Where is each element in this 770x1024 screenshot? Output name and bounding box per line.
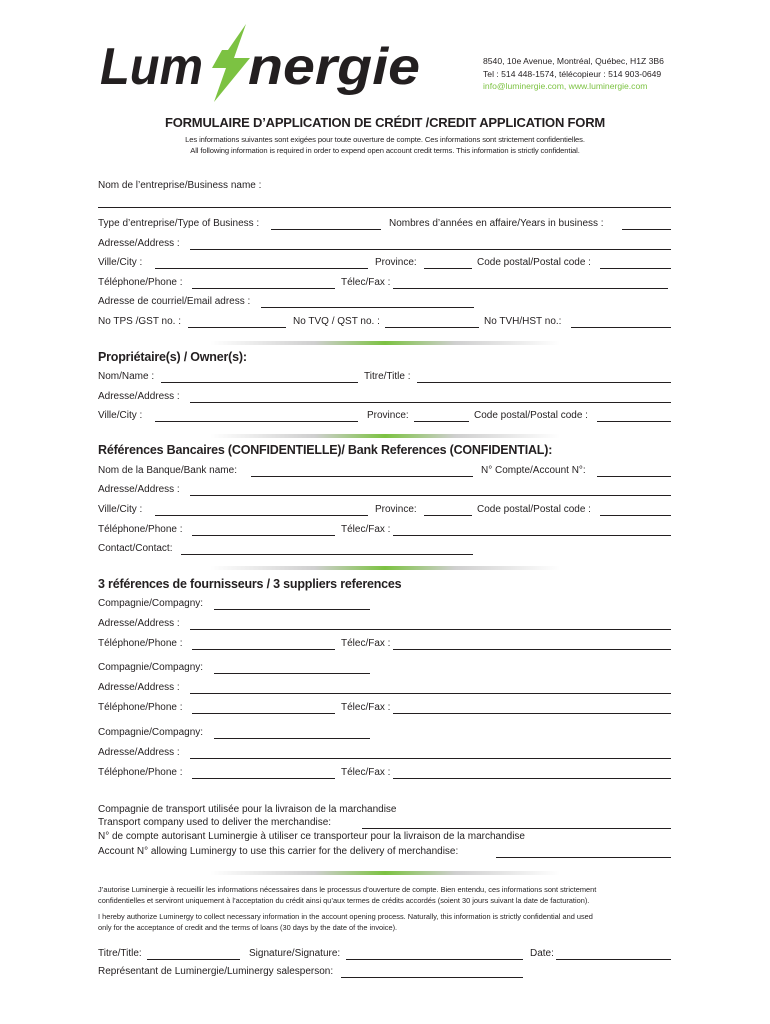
supplier-3-fax-label: Télec/Fax : [341,767,391,778]
company-city-field[interactable] [155,268,368,269]
salesperson-label: Représentant de Luminergie/Luminergy salesperson: [98,966,334,977]
business-name-field[interactable] [98,207,671,208]
supplier-2-address-field[interactable] [190,693,671,694]
hst-label: No TVH/HST no.: [484,316,562,327]
section-divider [210,434,560,438]
company-postal-label: Code postal/Postal code : [477,257,591,268]
sign-title-field[interactable] [147,959,240,960]
supplier-2-address-label: Adresse/Address : [98,682,180,693]
lightning-bolt-icon [212,24,250,102]
owner-name-field[interactable] [161,382,358,383]
years-in-business-field[interactable] [622,229,671,230]
bank-postal-field[interactable] [600,515,671,516]
consent-fr [98,884,688,906]
company-address-label: Adresse/Address : [98,238,180,249]
bank-phone-field[interactable] [192,535,335,536]
company-province-field[interactable] [424,268,472,269]
date-label: Date: [530,948,554,959]
subtitle-en: All following information is required in order to expend open account credit terms. This information is strictly confidential. [190,146,580,155]
bank-fax-field[interactable] [393,535,671,536]
salesperson-field[interactable] [341,977,523,978]
transport-label-en: Transport company used to deliver the merchandise: [98,817,332,828]
qst-label: No TVQ / QST no. : [293,316,380,327]
company-fax-label: Télec/Fax : [341,277,391,288]
bank-address-field[interactable] [190,495,671,496]
carrier-account-label-en: Account N° allowing Luminergy to use this carrier for the delivery of merchandise: [98,846,459,857]
carrier-account-field[interactable] [496,857,671,858]
supplier-3-phone-field[interactable] [192,778,335,779]
owner-city-label: Ville/City : [98,410,143,421]
company-postal-field[interactable] [600,268,671,269]
supplier-1-phone-label: Téléphone/Phone : [98,638,183,649]
supplier-2-company-field[interactable] [214,673,370,674]
section-divider [210,566,560,570]
owner-title-field[interactable] [417,382,671,383]
company-address: 8540, 10e Avenue, Montréal, Québec, H1Z 3B6 [483,56,664,66]
gst-field[interactable] [188,327,286,328]
luminergie-logo [98,22,428,104]
supplier-1-company-label: Compagnie/Compagny: [98,598,204,609]
supplier-1-fax-label: Télec/Fax : [341,638,391,649]
form-title: FORMULAIRE D’APPLICATION DE CRÉDIT /CREDIT APPLICATION FORM [164,115,606,130]
bank-name-field[interactable] [251,476,473,477]
supplier-1-address-label: Adresse/Address : [98,618,180,629]
owner-title-label: Titre/Title : [364,371,411,382]
company-city-label: Ville/City : [98,257,143,268]
owner-province-label: Province: [367,410,409,421]
company-contact [483,55,664,93]
email-label: Adresse de courriel/Email adress : [98,296,251,307]
company-address-field[interactable] [190,249,671,250]
date-field[interactable] [556,959,671,960]
bank-contact-field[interactable] [181,554,473,555]
consent-en [98,911,688,933]
consent-en-line-1: I hereby authorize Luminergy to collect necessary information in the account opening process. Naturally, this information is strictly confidential and used [98,912,593,921]
qst-field[interactable] [385,327,479,328]
owner-postal-field[interactable] [597,421,671,422]
supplier-1-address-field[interactable] [190,629,671,630]
bank-name-label: Nom de la Banque/Bank name: [98,465,237,476]
company-phone-field[interactable] [192,288,335,289]
business-name-label: Nom de l’entreprise/Business name : [98,180,262,191]
bank-city-label: Ville/City : [98,504,143,515]
owner-address-field[interactable] [190,402,671,403]
supplier-3-company-label: Compagnie/Compagny: [98,727,204,738]
supplier-3-address-field[interactable] [190,758,671,759]
bank-fax-label: Télec/Fax : [341,524,391,535]
consent-fr-line-2: confidentielles et serviront uniquement à l’acceptation du crédit ainsi qu’aux termes de crédits accordés (soient 30 jours suivant la date de facturation). [98,896,590,905]
supplier-3-company-field[interactable] [214,738,370,739]
bank-heading: Références Bancaires (CONFIDENTIELLE)/ Bank References (CONFIDENTIAL): [98,443,553,457]
owner-city-field[interactable] [155,421,358,422]
bank-contact-label: Contact/Contact: [98,543,173,554]
bank-account-field[interactable] [597,476,671,477]
transport-label-fr: Compagnie de transport utilisée pour la livraison de la marchandise [98,804,397,815]
business-type-label: Type d’entreprise/Type of Business : [98,218,260,229]
company-province-label: Province: [375,257,417,268]
bank-province-field[interactable] [424,515,472,516]
supplier-2-fax-field[interactable] [393,713,671,714]
signature-label: Signature/Signature: [249,948,341,959]
company-fax-field[interactable] [393,288,668,289]
owner-address-label: Adresse/Address : [98,391,180,402]
consent-fr-line-1: J’autorise Luminergie à recueillir les informations nécessaires dans le processus d’ouverture de compte. Bien entendu, ces informations sont strictement [98,885,597,894]
company-phones: Tel : 514 448-1574, télécopieur : 514 903-0649 [483,68,662,79]
supplier-1-phone-field[interactable] [192,649,335,650]
hst-field[interactable] [571,327,671,328]
signature-field[interactable] [346,959,523,960]
years-in-business-label: Nombres d’années en affaire/Years in business : [389,218,604,229]
supplier-2-fax-label: Télec/Fax : [341,702,391,713]
bank-postal-label: Code postal/Postal code : [477,504,591,515]
gst-label: No TPS /GST no. : [98,316,181,327]
form-subtitle [0,134,770,156]
bank-phone-label: Téléphone/Phone : [98,524,183,535]
supplier-3-phone-label: Téléphone/Phone : [98,767,183,778]
bank-province-label: Province: [375,504,417,515]
supplier-2-phone-label: Téléphone/Phone : [98,702,183,713]
supplier-3-address-label: Adresse/Address : [98,747,180,758]
logo-nergie-text: nergie [248,38,420,96]
supplier-3-fax-field[interactable] [393,778,671,779]
bank-account-label: N° Compte/Account N°: [481,465,586,476]
transport-company-field[interactable] [362,828,671,829]
supplier-2-phone-field[interactable] [192,713,335,714]
supplier-1-fax-field[interactable] [393,649,671,650]
owner-province-field[interactable] [414,421,469,422]
logo-lum-text: Lum [100,38,203,96]
bank-address-label: Adresse/Address : [98,484,180,495]
owner-name-label: Nom/Name : [98,371,155,382]
company-phone-label: Téléphone/Phone : [98,277,183,288]
section-divider [210,341,560,345]
owner-postal-label: Code postal/Postal code : [474,410,588,421]
subtitle-fr: Les informations suivantes sont exigées pour toute ouverture de compte. Ces informations sont strictement confidentielles. [185,135,585,144]
carrier-account-label-fr: N° de compte autorisant Luminergie à utiliser ce transporteur pour la livraison de la marchandise [98,831,525,842]
consent-en-line-2: only for the acceptance of credit and the terms of loans (30 days by the date of the invoice). [98,923,398,932]
supplier-1-company-field[interactable] [214,609,370,610]
business-type-field[interactable] [271,229,381,230]
owners-heading: Propriétaire(s) / Owner(s): [98,350,247,364]
section-divider [210,871,560,875]
company-web[interactable]: info@luminergie.com, www.luminergie.com [483,81,648,91]
suppliers-heading: 3 références de fournisseurs / 3 suppliers references [98,577,402,591]
supplier-2-company-label: Compagnie/Compagny: [98,662,204,673]
sign-title-label: Titre/Title: [98,948,142,959]
bank-city-field[interactable] [155,515,368,516]
email-field[interactable] [261,307,474,308]
